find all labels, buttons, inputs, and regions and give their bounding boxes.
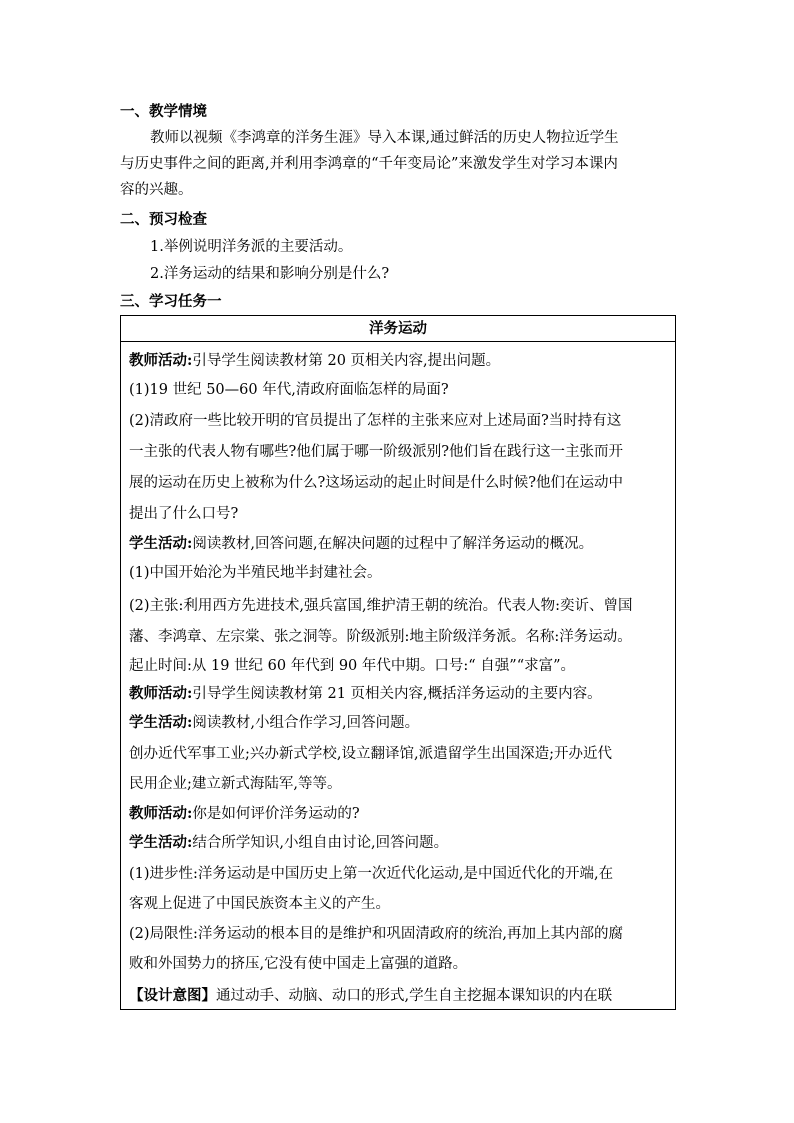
design-intent-text: 通过动手、动脑、动口的形式,学生自主挖掘本课知识的内在联	[216, 988, 613, 1004]
table-title: 洋务运动	[121, 316, 675, 342]
section-2-title: 二、预习检查	[120, 211, 207, 228]
teacher-activity-text: 你是如何评价洋务运动的?	[192, 806, 360, 822]
content-line-2: 民用企业;建立新式海陆军,等等。	[129, 776, 342, 792]
evaluation-2-line-2: 败和外国势力的挤压,它没有使中国走上富强的道路。	[129, 956, 468, 972]
section-2-item-2: 2.洋务运动的结果和影响分别是什么?	[150, 266, 390, 282]
teacher-activity-text: 引导学生阅读教材第 20 页相关内容,提出问题。	[192, 353, 501, 369]
design-intent	[129, 986, 674, 1006]
design-intent-label: 【设计意图】	[129, 987, 216, 1004]
teacher-activity-label: 教师活动:	[129, 685, 193, 702]
section-1-line-1: 教师以视频《李鸿章的洋务生涯》导入本课,通过鲜活的历史人物拉近学生	[150, 130, 619, 146]
question-2-line-1: (2)清政府一些比较开明的官员提出了怎样的主张来应对上述局面?当时持有这	[129, 413, 622, 429]
answer-2-line-2: 藩、李鸿章、左宗棠、张之洞等。阶级派别:地主阶级洋务派。名称:洋务运动。	[129, 629, 632, 645]
evaluation-1-line-1: (1)进步性:洋务运动是中国历史上第一次近代化运动,是中国近代化的开端,在	[129, 866, 614, 882]
section-1-line-3: 容的兴趣。	[120, 182, 193, 198]
section-2-item-1: 1.举例说明洋务派的主要活动。	[150, 239, 353, 255]
teacher-activity-1	[129, 351, 674, 371]
answer-2-line-1: (2)主张:利用西方先进技术,强兵富国,维护清王朝的统治。代表人物:奕䜣、曾国	[129, 598, 633, 614]
lesson-table	[120, 315, 676, 1010]
teacher-activity-label: 教师活动:	[129, 352, 193, 369]
question-2-line-3: 展的运动在历史上被称为什么?这场运动的起止时间是什么时候?他们在运动中	[129, 475, 624, 491]
question-1: (1)19 世纪 50—60 年代,清政府面临怎样的局面?	[129, 382, 449, 398]
content-line-1: 创办近代军事工业;兴办新式学校,设立翻译馆,派遣留学生出国深造;开办近代	[129, 746, 612, 762]
teacher-activity-2	[129, 684, 674, 704]
question-2-line-2: 一主张的代表人物有哪些?他们属于哪一阶级派别?他们旨在践行这一主张而开	[129, 444, 624, 460]
evaluation-2-line-1: (2)局限性:洋务运动的根本目的是维护和巩固清政府的统治,再加上其内部的腐	[129, 926, 624, 942]
teacher-activity-3	[129, 804, 674, 824]
student-activity-1	[129, 534, 674, 554]
student-activity-text: 阅读教材,回答问题,在解决问题的过程中了解洋务运动的概况。	[192, 536, 594, 552]
answer-1: (1)中国开始沦为半殖民地半封建社会。	[129, 565, 382, 581]
student-activity-text: 结合所学知识,小组自由讨论,回答问题。	[192, 835, 449, 851]
evaluation-1-line-2: 客观上促进了中国民族资本主义的产生。	[129, 896, 390, 912]
teacher-activity-text: 引导学生阅读教材第 21 页相关内容,概括洋务运动的主要内容。	[192, 686, 602, 702]
teacher-activity-label: 教师活动:	[129, 805, 193, 822]
student-activity-label: 学生活动:	[129, 535, 193, 552]
answer-2-line-3: 起止时间:从 19 世纪 60 年代到 90 年代中期。口号:“ 自强”“求富”。	[129, 658, 576, 674]
student-activity-text: 阅读教材,小组合作学习,回答问题。	[192, 715, 420, 731]
section-1-line-2: 与历史事件之间的距离,并利用李鸿章的“千年变局论”来激发学生对学习本课内	[120, 156, 618, 172]
question-2-line-4: 提出了什么口号?	[129, 506, 239, 522]
section-3-title: 三、学习任务一	[120, 293, 222, 310]
student-activity-3	[129, 833, 674, 853]
student-activity-label: 学生活动:	[129, 714, 193, 731]
student-activity-2	[129, 713, 674, 733]
section-1-title: 一、教学情境	[120, 103, 207, 120]
student-activity-label: 学生活动:	[129, 834, 193, 851]
